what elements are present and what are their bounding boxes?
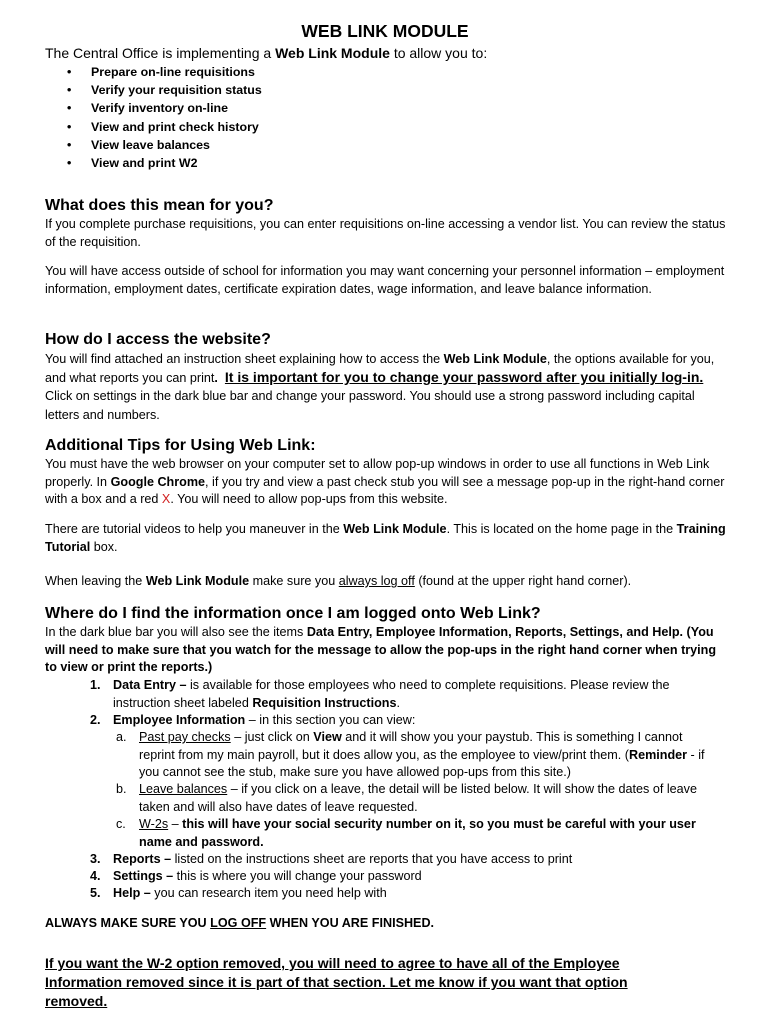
item-number: 3. [90, 852, 101, 866]
paragraph: In the dark blue bar you will also see the items Data Entry, Employee Information, Reports, Settings, and Help. (You will need to make sure that you watch for the message to allow the pop-ups in the right hand corner when trying to view or print the reports.) [45, 625, 717, 674]
item-number: 2. [90, 713, 101, 727]
logoff-reminder: ALWAYS MAKE SURE YOU LOG OFF WHEN YOU ARE FINISHED. [45, 916, 435, 930]
subitem-letter: a. [116, 730, 127, 744]
list-item: • View and print check history [67, 118, 262, 136]
w2-removal-note: If you want the W-2 option removed, you will need to agree to have all of the Employee Information removed since it is part of that section. Let me know if you want that option removed. [45, 955, 628, 1009]
intro-text: The Central Office is implementing a Web Link Module to allow you to: [45, 45, 488, 61]
list-item: Settings – this is where you will change your password [113, 869, 422, 883]
page-title: WEB LINK MODULE [301, 21, 469, 41]
paragraph: When leaving the Web Link Module make sure you always log off (found at the upper right hand corner). [45, 574, 632, 588]
sub-list-item: Past pay checks – just click on View and it will show you your paystub. This is something I cannot reprint from my main payroll, but it does allow you, as the employee to view/print them. (Reminder - if you cannot see the stub, make sure you have allowed pop-ups from this site.) [139, 730, 705, 779]
section-heading-where: Where do I find the information once I am logged onto Web Link? [45, 605, 541, 622]
section-heading-access: How do I access the website? [45, 331, 271, 348]
list-item: • View leave balances [67, 136, 262, 154]
list-item: • Prepare on-line requisitions [67, 63, 262, 81]
paragraph: There are tutorial videos to help you maneuver in the Web Link Module. This is located on the home page in the Training Tutorial box. [45, 522, 726, 554]
list-item: Employee Information – in this section you can view: [113, 713, 416, 727]
item-number: 4. [90, 869, 101, 883]
list-item: • Verify inventory on-line [67, 99, 262, 117]
sub-list-item: W-2s – this will have your social security number on it, so you must be careful with your user name and password. [139, 817, 696, 849]
subitem-letter: c. [116, 817, 126, 831]
paragraph: If you complete purchase requisitions, you can enter requisitions on-line accessing a vendor list. You can review the status of the requisition. [45, 217, 726, 249]
list-item: Reports – listed on the instructions sheet are reports that you have access to print [113, 852, 573, 866]
item-number: 5. [90, 886, 101, 900]
password-warning: It is important for you to change your password after you initially log-in. [224, 369, 704, 386]
paragraph: You must have the web browser on your computer set to allow pop-up windows in order to use all functions in Web Link properly. In Google Chrome, if you try and view a past check stub you will see a message pop-up in the right-hand corner with a box and a red X. You will need to allow pop-ups from this website. [45, 457, 725, 506]
section-heading-tips: Additional Tips for Using Web Link: [45, 437, 316, 454]
item-number: 1. [90, 678, 101, 692]
paragraph: You will find attached an instruction sheet explaining how to access the Web Link Module, the options available for you, and what reports you can print. It is important for you to change your password after you initially log-in. Click on settings in the dark blue bar and change your password. You should use a strong password including capital letters and numbers. [45, 352, 715, 422]
list-item: Data Entry – is available for those employees who need to complete requisitions. Please review the instruction sheet labeled Requisition Instructions. [113, 678, 670, 710]
subitem-letter: b. [116, 782, 127, 796]
red-x-mark: X [161, 492, 171, 506]
list-item: • Verify your requisition status [67, 81, 262, 99]
sub-list-item: Leave balances – if you click on a leave, the detail will be listed below. It will show the dates of leave taken and will also have dates of leave requested. [139, 782, 697, 814]
paragraph: You will have access outside of school for information you may want concerning your personnel information – employment information, employment dates, certificate expiration dates, wage information, and leave balance information. [45, 264, 725, 296]
feature-list [67, 63, 262, 172]
list-item: Help – you can research item you need help with [113, 886, 387, 900]
list-item: • View and print W2 [67, 154, 262, 172]
section-heading-meaning: What does this mean for you? [45, 197, 274, 214]
